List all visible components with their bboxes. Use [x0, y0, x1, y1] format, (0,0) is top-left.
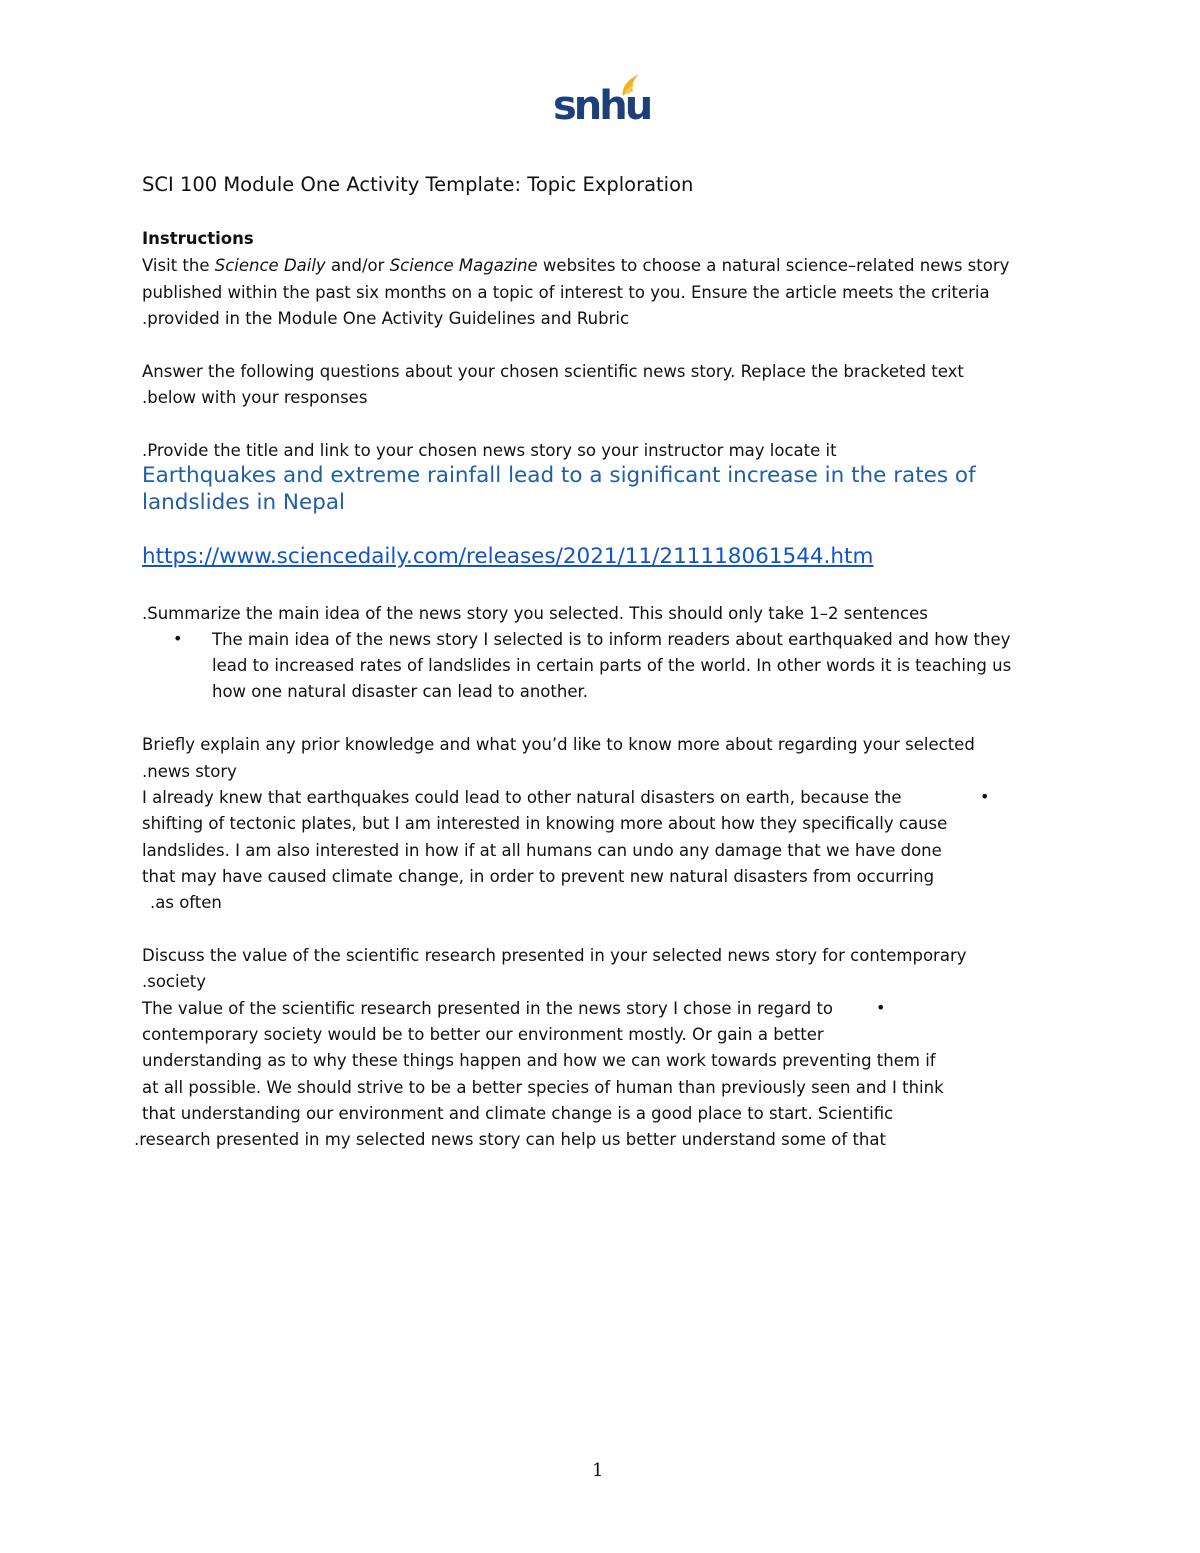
question-4-answer-line: contemporary society would be to better our environment mostly. Or gain a better [142, 1025, 824, 1044]
article-link[interactable]: https://www.sciencedaily.com/releases/2021/11/211118061544.htm [142, 544, 874, 569]
question-4-prompt: Discuss the value of the scientific research presented in your selected news story for contemporary [142, 946, 967, 965]
instructions-line-5: .below with your responses [142, 388, 368, 407]
question-3-answer-line: shifting of tectonic plates, but I am interested in knowing more about how they specifically cause [142, 814, 948, 833]
question-4-answer-line: that understanding our environment and climate change is a good place to start. Scientific [142, 1104, 894, 1123]
question-2-prompt: .Summarize the main idea of the news story you selected. This should only take 1–2 sentences [142, 604, 928, 623]
page-number: 1 [592, 1460, 604, 1481]
snhu-logo [553, 72, 651, 134]
question-3-answer-line: .as often [150, 893, 222, 912]
question-4-answer-line: at all possible. We should strive to be a better species of human than previously seen and I think [142, 1078, 944, 1097]
question-4-prompt: .society [142, 972, 206, 991]
question-2-answer-line: lead to increased rates of landslides in certain parts of the world. In other words it is teaching us [212, 656, 1012, 675]
article-headline: Earthquakes and extreme rainfall lead to a significant increase in the rates of landslides in Nepal [142, 463, 976, 515]
page-title: SCI 100 Module One Activity Template: Topic Exploration [142, 173, 694, 196]
instructions-line-2: published within the past six months on a topic of interest to you. Ensure the article meets the criteria [142, 283, 990, 302]
bullet-icon: • [173, 629, 183, 648]
question-4-answer-line: .research presented in my selected news story can help us better understand some of that [134, 1130, 886, 1149]
question-2-answer-line: how one natural disaster can lead to another. [212, 682, 588, 701]
instructions-text: and/or [325, 256, 390, 275]
instructions-text: websites to choose a natural science–related news story [537, 256, 1010, 275]
question-3-answer-line: landslides. I am also interested in how if at all humans can undo any damage that we have done [142, 841, 942, 860]
bullet-icon: • [876, 998, 886, 1017]
question-1-prompt: .Provide the title and link to your chosen news story so your instructor may locate it [142, 441, 837, 460]
bullet-icon: • [980, 787, 990, 806]
question-3-prompt: .news story [142, 762, 237, 781]
question-3-answer-line: I already knew that earthquakes could lead to other natural disasters on earth, because the [142, 788, 902, 807]
question-3-answer-line: that may have caused climate change, in order to prevent new natural disasters from occurring [142, 867, 935, 886]
logo-wordmark: snhu [553, 83, 651, 129]
instructions-line-4: Answer the following questions about your chosen scientific news story. Replace the bracketed text [142, 362, 964, 381]
question-3-prompt: Briefly explain any prior knowledge and what you’d like to know more about regarding your selected [142, 735, 975, 754]
instructions-line-3: .provided in the Module One Activity Guidelines and Rubric [142, 309, 630, 328]
question-4-answer-line: understanding as to why these things happen and how we can work towards preventing them if [142, 1051, 936, 1070]
instructions-heading: Instructions [142, 229, 254, 248]
question-2-answer-line: The main idea of the news story I selected is to inform readers about earthquaked and how they [212, 630, 1011, 649]
instructions-text: Visit the [142, 256, 215, 275]
science-magazine-name: Science Magazine [389, 256, 538, 275]
question-4-answer-line: The value of the scientific research presented in the news story I chose in regard to [142, 999, 834, 1018]
science-daily-name: Science Daily [214, 256, 326, 275]
instructions-line-1 [142, 255, 1009, 277]
